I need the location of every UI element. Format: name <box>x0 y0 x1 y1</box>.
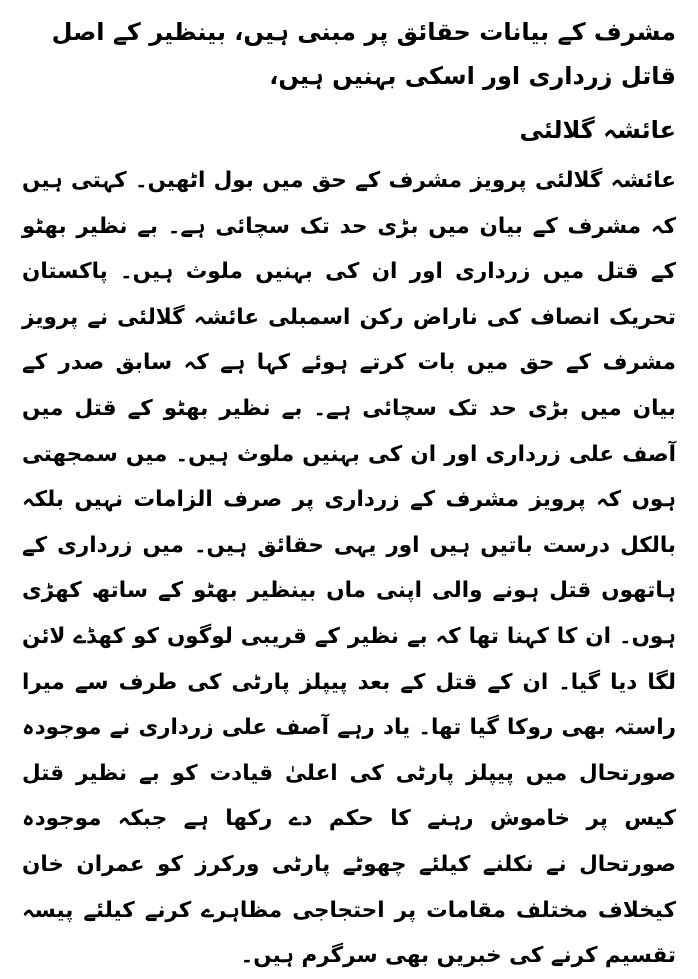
article-byline: عائشہ گلالئی <box>519 116 676 144</box>
article-headline: مشرف کے بیانات حقائق پر مبنی ہیں، بینظیر کے اصل قاتل زرداری اور اسکی بہنیں ہیں، <box>51 18 676 90</box>
article-body: عائشہ گلالئی پرویز مشرف کے حق میں بول اٹھیں۔ کہتی ہیں کہ مشرف کے بیان میں بڑی حد تک سچائی ہے۔ بے نظیر بھٹو کے قتل میں زرداری اور ان کی بہنیں ملوث ہیں۔ پاکستان تحریک انصاف کی ناراض رکن اسمبلی عائشہ گلالئی نے پرویز مشرف کے حق میں بات کرتے ہوئے کہا ہے کہ سابق صدر کے بیان میں بڑی حد تک سچائی ہے۔ بے نظیر بھٹو کے قتل میں آصف علی زرداری اور ان کی بہنیں ملوث ہیں۔ میں سمجھتی ہوں کہ پرویز مشرف کے زرداری پر صرف الزامات نہیں بلکہ بالکل درست باتیں ہیں اور یہی حقائق ہیں۔ میں زرداری کے ہاتھوں قتل ہونے والی اپنی ماں بینظیر بھٹو کے ساتھ کھڑی ہوں۔ ان کا کہنا تھا کہ بے نظیر کے قریبی لوگوں کو کھڈے لائن لگا دیا گیا۔ ان کے قتل کے بعد پیپلز پارٹی کی طرف سے میرا راستہ بھی روکا گیا تھا۔ یاد رہے آصف علی زرداری نے موجودہ صورتحال میں پیپلز پارٹی کی اعلیٰ قیادت کو بے نظیر قتل کیس پر خاموش رہنے کا حکم دے رکھا ہے جبکہ موجودہ صورتحال نے نکلنے کیلئے چھوٹے پارٹی ورکرز کو عمران خان کیخلاف مختلف مقامات پر احتجاجی مظاہرے کرنے کیلئے پیسہ تقسیم کرنے کی خبریں بھی سرگرم ہیں۔ <box>22 168 676 969</box>
